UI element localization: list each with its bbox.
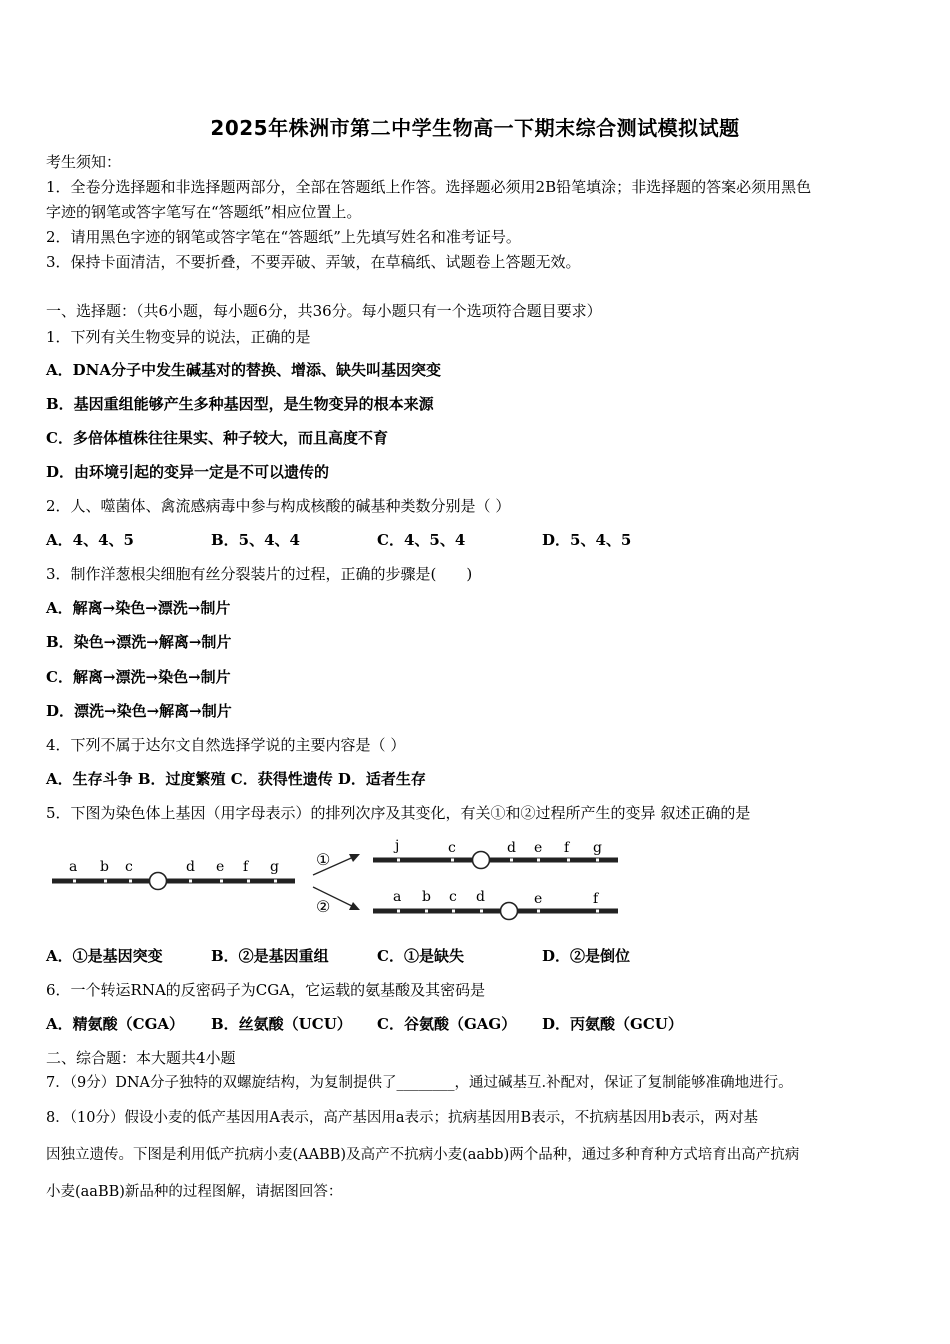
q2-option-b: B．5、4、4	[211, 531, 300, 549]
q2-stem: 2．人、噬菌体、禽流感病毒中参与构成核酸的碱基种类数分别是（ ）	[46, 497, 511, 515]
q3-option-b: B．染色→漂洗→解离→制片	[46, 633, 232, 651]
gene-label: f	[593, 891, 599, 907]
q2-options	[46, 530, 906, 550]
q8-line-1: 8．（10分）假设小麦的低产基因用A表示，高产基因用a表示；抗病基因用B表示，不抗病基因用b表示，两对基	[46, 1110, 758, 1126]
gene-label: f	[564, 840, 570, 856]
page-title: 2025年株洲市第二中学生物高一下期末综合测试模拟试题	[210, 116, 740, 140]
q8-line-3: 小麦(aaBB)新品种的过程图解，请据图回答：	[46, 1184, 343, 1200]
notice-item-3: 3．保持卡面清洁，不要折叠，不要弄破、弄皱，在草稿纸、试题卷上答题无效。	[46, 253, 581, 271]
gene-label: a	[69, 859, 78, 875]
gene-label: g	[593, 840, 602, 856]
q6-option-a: A．精氨酸（CGA）	[46, 1015, 185, 1033]
q6-option-d: D．丙氨酸（GCU）	[542, 1015, 683, 1033]
q6-option-b: B．丝氨酸（UCU）	[211, 1015, 352, 1033]
gene-label: d	[476, 889, 485, 905]
process-1-label: ①	[316, 850, 331, 869]
q2-option-c: C．4、5、4	[377, 531, 466, 549]
q7-text: 7．（9分）DNA分子独特的双螺旋结构，为复制提供了________，通过碱基互.补配对，保证了复制能够准确地进行。	[46, 1075, 793, 1091]
gene-label: d	[507, 840, 516, 856]
gene-label: c	[125, 859, 133, 875]
q5-stem: 5．下图为染色体上基因（用字母表示）的排列次序及其变化，有关①和②过程所产生的变异 叙述正确的是	[46, 804, 751, 822]
q2-option-a: A．4、4、5	[46, 531, 134, 549]
q3-stem: 3．制作洋葱根尖细胞有丝分裂装片的过程，正确的步骤是( )	[46, 565, 473, 583]
q3-option-c: C．解离→漂洗→染色→制片	[46, 668, 231, 686]
q6-option-c: C．谷氨酸（GAG）	[377, 1015, 517, 1033]
q1-option-a: A．DNA分子中发生碱基对的替换、增添、缺失叫基因突变	[46, 361, 441, 379]
gene-label: c	[449, 889, 457, 905]
gene-label: d	[186, 859, 195, 875]
q5-option-d: D．②是倒位	[542, 947, 631, 965]
notice-heading: 考生须知：	[46, 153, 122, 171]
section-2-heading: 二、综合题：本大题共4小题	[46, 1049, 236, 1067]
process-2-label: ②	[316, 897, 331, 916]
q1-option-c: C．多倍体植株往往果实、种子较大，而且高度不育	[46, 429, 388, 447]
gene-label: c	[448, 840, 456, 856]
q6-options	[46, 1014, 906, 1034]
notice-item-1b: 字迹的钢笔或答字笔写在“答题纸”相应位置上。	[46, 203, 362, 221]
notice-item-1a: 1．全卷分选择题和非选择题两部分，全部在答题纸上作答。选择题必须用2B铅笔填涂；非选择题的答案必须用黑色	[46, 178, 812, 196]
gene-label: e	[534, 840, 543, 856]
gene-label: g	[270, 859, 279, 875]
q8-line-2: 因独立遗传。下图是利用低产抗病小麦(AABB)及高产不抗病小麦(aabb)两个品种，通过多种育种方式培育出高产抗病	[46, 1147, 800, 1163]
q1-option-d: D．由环境引起的变异一定是不可以遗传的	[46, 463, 330, 481]
centromere-result-1	[473, 852, 490, 869]
q1-stem: 1．下列有关生物变异的说法，正确的是	[46, 328, 311, 346]
q5-option-c: C．①是缺失	[377, 947, 464, 965]
q4-options: A．生存斗争 B．过度繁殖 C．获得性遗传 D．适者生存	[46, 770, 426, 788]
q2-option-d: D．5、4、5	[542, 531, 632, 549]
gene-label: b	[422, 889, 431, 905]
notice-item-2: 2．请用黑色字迹的钢笔或答字笔在“答题纸”上先填写姓名和准考证号。	[46, 228, 521, 246]
gene-label: e	[534, 891, 543, 907]
gene-label: f	[243, 859, 249, 875]
q1-option-b: B．基因重组能够产生多种基因型，是生物变异的根本来源	[46, 395, 434, 413]
gene-label: a	[393, 889, 402, 905]
q5-option-a: A．①是基因突变	[46, 947, 163, 965]
q3-option-a: A．解离→染色→漂洗→制片	[46, 599, 231, 617]
q4-stem: 4．下列不属于达尔文自然选择学说的主要内容是（ ）	[46, 736, 406, 754]
gene-label: b	[100, 859, 109, 875]
section-1-heading: 一、选择题：（共6小题，每小题6分，共36分。每小题只有一个选项符合题目要求）	[46, 302, 602, 320]
q6-stem: 6．一个转运RNA的反密码子为CGA，它运载的氨基酸及其密码是	[46, 981, 486, 999]
centromere-original	[150, 873, 167, 890]
chromosome-figure	[40, 832, 630, 932]
q5-option-b: B．②是基因重组	[211, 947, 329, 965]
q5-options	[46, 946, 906, 966]
gene-label: j	[395, 838, 400, 854]
gene-label: e	[216, 859, 225, 875]
q3-option-d: D．漂洗→染色→解离→制片	[46, 702, 232, 720]
centromere-result-2	[501, 903, 518, 920]
